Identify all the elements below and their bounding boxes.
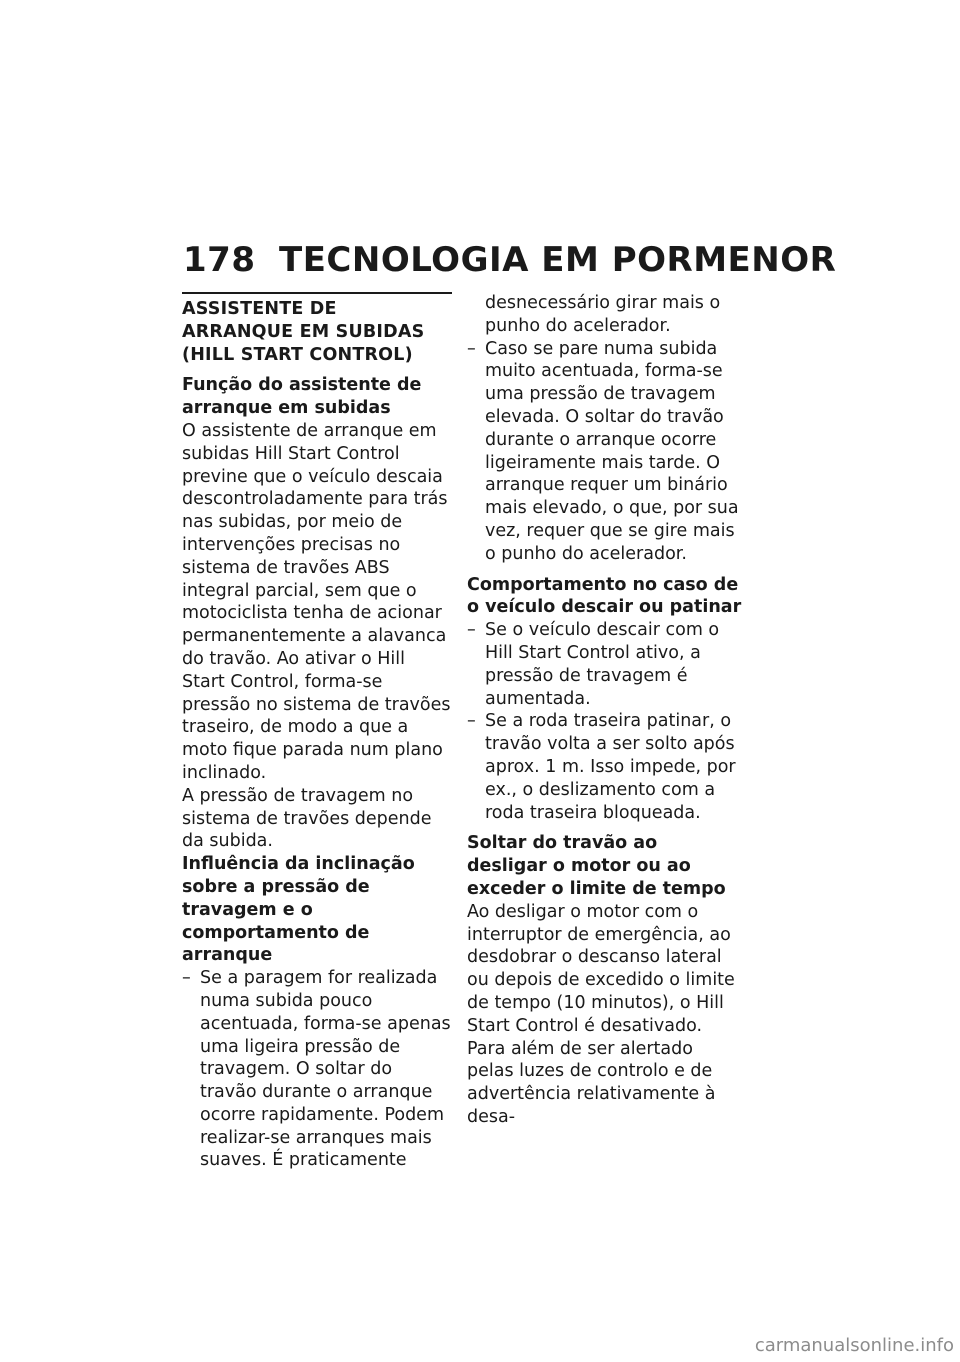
paragraph-deactivation: Ao desligar o motor com o interruptor de emergência, ao desdobrar o descanso lateral ou depois de excedido o limite de tempo (10 minutos), o Hill Start Control é desativado.: [467, 901, 735, 1036]
list-item: – Caso se pare numa subida muito acentuada, forma-se uma pressão de travagem elevada. O soltar do travão durante o arranque ocorre ligeiramente mais tarde. O arranque requer um binário mais elevado, o que, por sua vez, requer que se gire mais o punho do acelerador.: [467, 338, 742, 566]
incline-list-continued: [467, 338, 742, 566]
subsection-title-incline-influence: Influência da inclinação sobre a pressão de travagem e o comportamento de arranque: [182, 854, 415, 966]
page-title: TECNOLOGIA EM PORMENOR: [279, 240, 837, 280]
subsection-title-function: Função do assistente de arranque em subidas: [182, 375, 422, 419]
subsection-title-rollback: Comportamento no caso de o veículo descair ou patinar: [467, 574, 742, 618]
section-divider: [182, 292, 452, 294]
left-column: [182, 292, 452, 1172]
incline-list: [182, 967, 452, 1172]
page-number: 178: [183, 240, 256, 280]
paragraph-warning-lights: Para além de ser alertado pelas luzes de controlo e de advertência relativamente à desa-: [467, 1038, 716, 1127]
list-item: – Se a roda traseira patinar, o travão volta a ser solto após aprox. 1 m. Isso impede, por ex., o deslizamento com a roda traseira bloqueada.: [467, 710, 742, 824]
list-item-continuation: desnecessário girar mais o punho do acelerador.: [485, 293, 721, 336]
paragraph-brake-pressure: A pressão de travagem no sistema de travões depende da subida.: [182, 785, 432, 852]
right-column: [467, 292, 742, 1129]
list-item: – Se o veículo descair com o Hill Start Control ativo, a pressão de travagem é aumentada.: [467, 619, 742, 710]
subsection-title-brake-release: Soltar do travão ao desligar o motor ou ao exceder o limite de tempo: [467, 833, 726, 899]
rollback-list: [467, 619, 742, 824]
watermark-text: carmanualsonline.info: [754, 1335, 954, 1356]
section-title: ASSISTENTE DE ARRANQUE EM SUBIDAS (HILL START CONTROL): [182, 299, 425, 365]
list-item: – Se a paragem for realizada numa subida pouco acentuada, forma-se apenas uma ligeira pressão de travagem. O soltar do travão durante o arranque ocorre rapidamente. Podem realizar-se arranques mais suaves. É praticamente: [182, 967, 452, 1172]
page-header: [183, 240, 836, 280]
paragraph-function-description: O assistente de arranque em subidas Hill Start Control previne que o veículo descaia descontroladamente para trás nas subidas, por meio de intervenções precisas no sistema de travões ABS integral parcial, sem que o motociclista tenha de acionar permanentemente a alavanca do travão. Ao ativar o Hill Start Control, forma-se pressão no sistema de travões traseiro, de modo a que a moto fique parada num plano inclinado.: [182, 420, 451, 783]
